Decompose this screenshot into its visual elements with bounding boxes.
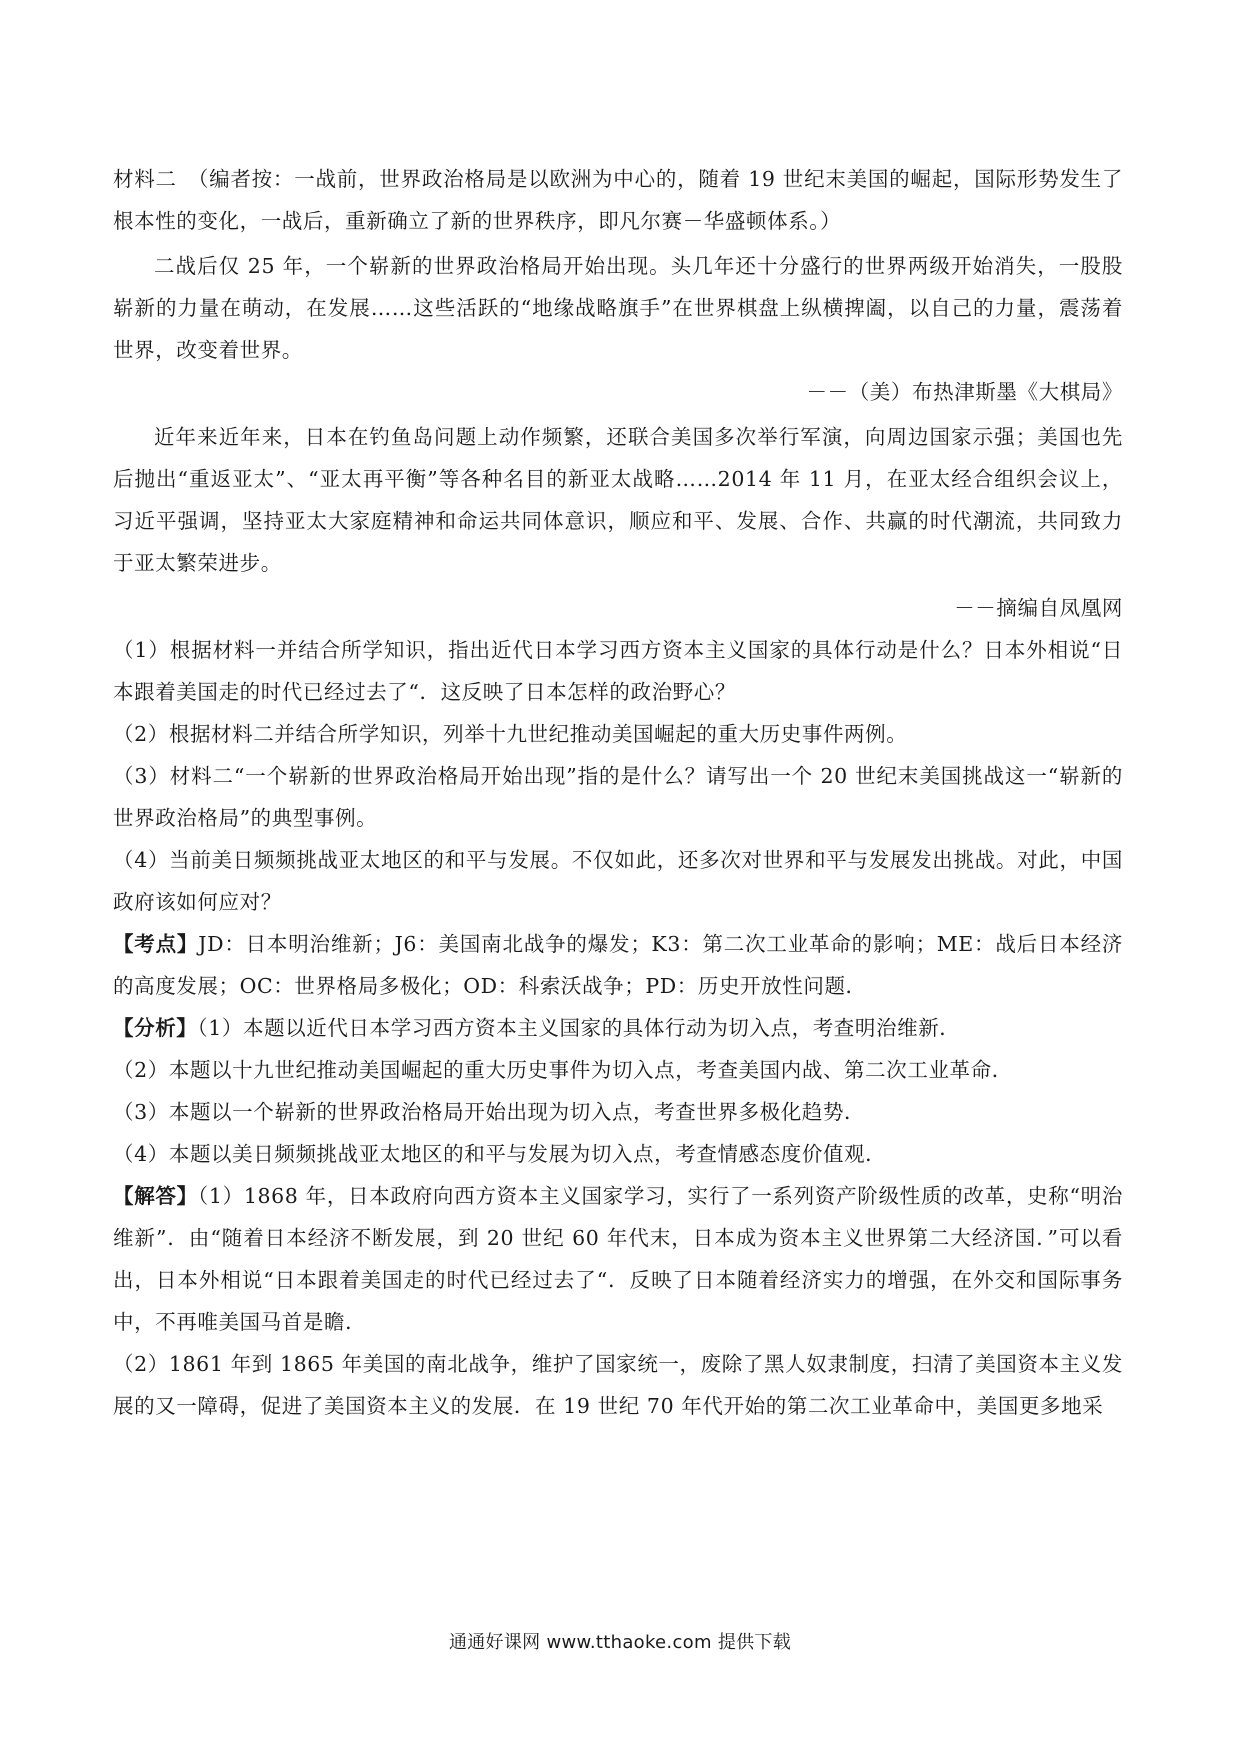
fenxi-section: [113, 1007, 1123, 1049]
fenxi-item-3: （3）本题以一个崭新的世界政治格局开始出现为切入点，考查世界多极化趋势．: [113, 1100, 866, 1124]
fenxi-item-4: （4）本题以美日频频挑战亚太地区的和平与发展为切入点，考查情感态度价值观．: [113, 1142, 887, 1166]
material2-paragraph-2: 近年来近年来，日本在钓鱼岛问题上动作频繁，还联合美国多次举行军演，向周边国家示强；美国也先后抛出“重返亚太”、“亚太再平衡”等各种名目的新亚太战略……2014 年 11 月，在亚太经合组织会议上，习近平强调，坚持亚太大家庭精神和命运共同体意识，顺应和平、发展、合作、共赢的时代潮流，共同致力于亚太繁荣进步。: [113, 425, 1123, 575]
jieda-item-2: （2）1861 年到 1865 年美国的南北战争，维护了国家统一，废除了黑人奴隶制度，扫清了美国资本主义发展的又一障碍，促进了美国资本主义的发展．在 19 世纪 70 年代开始的第二次工业革命中，美国更多地采: [113, 1352, 1123, 1418]
material2-paragraph-1: 二战后仅 25 年，一个崭新的世界政治格局开始出现。头几年还十分盛行的世界两级开始消失，一股股崭新的力量在萌动，在发展……这些活跃的“地缘战略旗手”在世界棋盘上纵横捭阖，以自己的力量，震荡着世界，改变着世界。: [113, 254, 1123, 362]
fenxi-item-1: （1）本题以近代日本学习西方资本主义国家的具体行动为切入点，考查明治维新．: [197, 1016, 961, 1040]
fenxi-label: 【分析】: [113, 1016, 198, 1040]
question-3: （3）材料二“一个崭新的世界政治格局开始出现”指的是什么？请写出一个 20 世纪末美国挑战这一“崭新的世界政治格局”的典型事例。: [113, 764, 1123, 830]
question-1: （1）根据材料一并结合所学知识，指出近代日本学习西方资本主义国家的具体行动是什么？日本外相说“日本跟着美国走的时代已经过去了“．这反映了日本怎样的政治野心？: [113, 638, 1123, 704]
kaodian-text: JD：日本明治维新；J6：美国南北战争的爆发；K3：第二次工业革命的影响；ME：战后日本经济的高度发展；OC：世界格局多极化；OD：科索沃战争；PD：历史开放性问题．: [113, 932, 1124, 998]
document-body: [113, 158, 1123, 1427]
kaodian-section: [113, 923, 1123, 1007]
question-4: （4）当前美日频频挑战亚太地区的和平与发展。不仅如此，还多次对世界和平与发展发出挑战。对此，中国政府该如何应对？: [113, 848, 1123, 914]
question-2: （2）根据材料二并结合所学知识，列举十九世纪推动美国崛起的重大历史事件两例。: [113, 722, 908, 746]
page-footer: 通通好课网 www.tthaoke.com 提供下载: [448, 1632, 792, 1653]
fenxi-item-2: （2）本题以十九世纪推动美国崛起的重大历史事件为切入点，考查美国内战、第二次工业革命．: [113, 1058, 1013, 1082]
jieda-label: 【解答】: [113, 1184, 198, 1208]
material2-source-1: －－（美）布热津斯墨《大棋局》: [806, 380, 1123, 404]
jieda-section: [113, 1175, 1123, 1343]
material2-source-2: －－摘编自凤凰网: [954, 596, 1123, 620]
kaodian-label: 【考点】: [113, 932, 199, 956]
jieda-item-1: （1）1868 年，日本政府向西方资本主义国家学习，实行了一系列资产阶级性质的改革，史称“明治维新”．由“随着日本经济不断发展，到 20 世纪 60 年代末，日本成为资本主义世界第二大经济国．”可以看出，日本外相说“日本跟着美国走的时代已经过去了“．反映了日本随着经济实力的增强，在外交和国际事务中，不再唯美国马首是瞻．: [113, 1184, 1123, 1334]
material2-note: 材料二 （编者按：一战前，世界政治格局是以欧洲为中心的，随着 19 世纪末美国的崛起，国际形势发生了根本性的变化，一战后，重新确立了新的世界秩序，即凡尔赛－华盛顿体系。）: [113, 167, 1123, 233]
